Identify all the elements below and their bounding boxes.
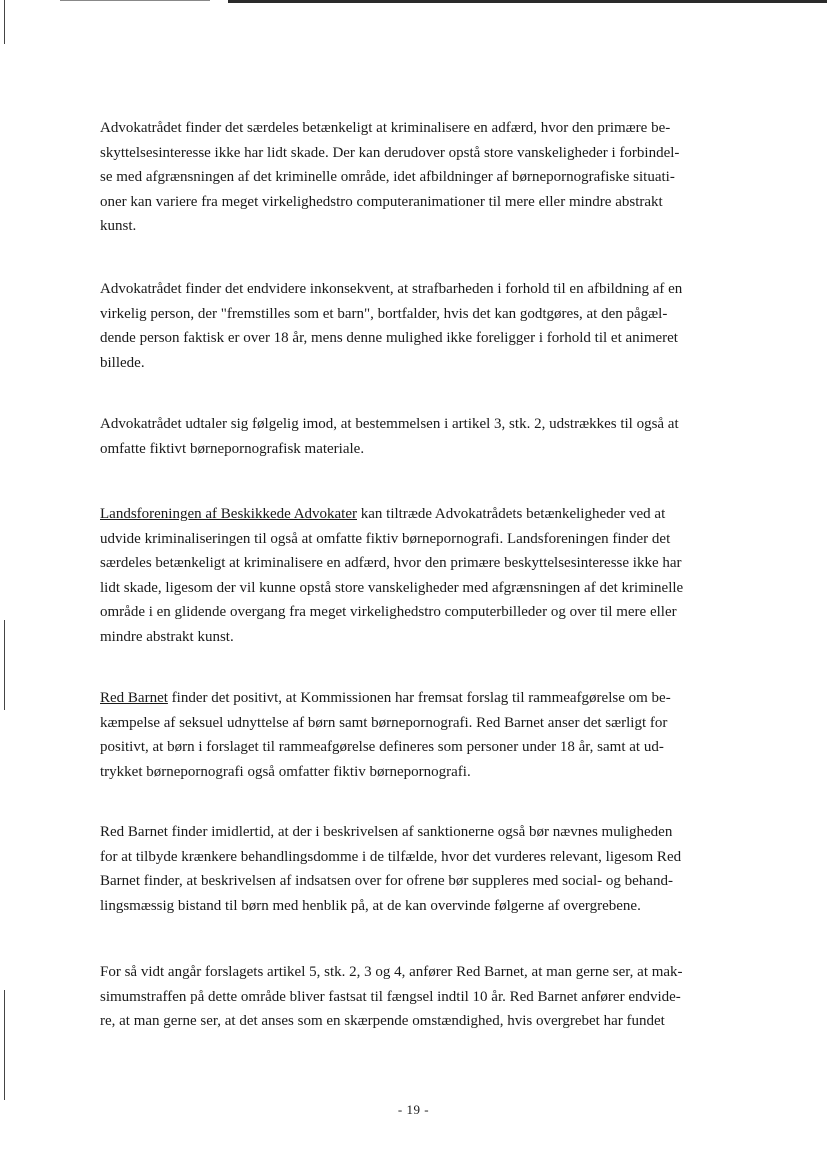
paragraph-advokatraadet-3 [100, 412, 756, 461]
text-line [100, 686, 756, 711]
text-line: særdeles betænkeligt at kriminalisere en adfærd, hvor den primære beskyttelsesinteresse ikke har [100, 555, 682, 571]
top-scan-rule [228, 0, 827, 3]
text-line: for at tilbyde krænkere behandlingsdomme i de tilfælde, hvor det vurderes relevant, ligesom Red [100, 848, 682, 865]
organization-name: Landsforeningen af Beskikkede Advokater [100, 506, 357, 522]
top-scan-rule-thin [60, 0, 210, 1]
text-line: område i en glidende overgang fra meget virkelighedstro computerbilleder og over til mere eller [100, 604, 677, 620]
text-line: trykket børnepornografi også omfatter fiktiv børnepornografi. [100, 763, 471, 780]
text-line: For så vidt angår forslagets artikel 5, stk. 2, 3 og 4, anfører Red Barnet, at man gerne ser, at mak- [100, 964, 683, 980]
text-line: dende person faktisk er over 18 år, mens denne mulighed ikke foreligger i forhold til et animeret [100, 330, 678, 346]
text-line: Red Barnet finder imidlertid, at der i beskrivelsen af sanktionerne også bør nævnes muligheden [100, 824, 673, 840]
text-line [100, 502, 756, 527]
text-line: Advokatrådet udtaler sig følgelig imod, at bestemmelsen i artikel 3, stk. 2, udstrækkes til også at [100, 416, 679, 432]
text-line: kæmpelse af seksuel udnyttelse af børn samt børnepornografi. Red Barnet anser det særligt for [100, 714, 668, 731]
text-line: kunst. [100, 218, 137, 234]
page-number: - 19 - [397, 1102, 430, 1117]
text-fragment: finder det positivt, at Kommissionen har fremsat forslag til rammeafgørelse om be- [167, 690, 671, 706]
paragraph-advokatraadet-2 [100, 277, 756, 375]
text-line: lidt skade, ligesom der vil kunne opstå store vanskeligheder med afgrænsningen af det kriminelle [100, 579, 684, 596]
text-line: billede. [100, 354, 145, 371]
text-fragment: kan tiltræde Advokatrådets betænkeligheder ved at [357, 506, 666, 522]
text-line: Advokatrådet finder det endvidere inkonsekvent, at strafbarheden i forhold til en afbildning af en [100, 281, 683, 297]
text-line: mindre abstrakt kunst. [100, 628, 234, 645]
text-line: Advokatrådet finder det særdeles betænkeligt at kriminalisere en adfærd, hvor den primære be- [100, 120, 671, 136]
text-line: skyttelsesinteresse ikke har lidt skade. Der kan derudover opstå store vanskeligheder i forbindel- [100, 144, 680, 161]
paragraph-red-barnet-3 [100, 960, 756, 1034]
paragraph-red-barnet-2 [100, 820, 756, 918]
left-edge-mark [4, 0, 5, 44]
text-line: virkelig person, der "fremstilles som et barn", bortfalder, hvis det kan godtgøres, at den pågæl- [100, 305, 668, 322]
text-line: oner kan variere fra meget virkelighedstro computeranimationer til mere eller mindre abstrakt [100, 193, 663, 210]
paragraph-advokatraadet-1 [100, 116, 756, 239]
left-edge-mark [4, 990, 5, 1100]
paragraph-landsforeningen [100, 502, 756, 649]
text-line: Barnet finder, at beskrivelsen af indsatsen over for ofrene bør suppleres med social- og behand- [100, 873, 673, 889]
left-edge-mark [4, 620, 5, 710]
text-line: simumstraffen på dette område bliver fastsat til fængsel indtil 10 år. Red Barnet anfører endvide- [100, 988, 681, 1005]
paragraph-red-barnet-1 [100, 686, 756, 784]
text-line: se med afgrænsningen af det kriminelle område, idet afbildninger af børnepornografiske situati- [100, 169, 675, 185]
text-line: udvide kriminaliseringen til også at omfatte fiktiv børnepornografi. Landsforeningen finder det [100, 530, 671, 547]
text-line: omfatte fiktivt børnepornografisk materiale. [100, 440, 365, 457]
text-line: re, at man gerne ser, at det anses som en skærpende omstændighed, hvis overgrebet har fundet [100, 1013, 665, 1029]
text-line: lingsmæssig bistand til børn med henblik på, at de kan overvinde følgerne af overgrebene. [100, 897, 641, 914]
organization-name: Red Barnet [100, 690, 168, 706]
text-line: positivt, at børn i forslaget til rammeafgørelse defineres som personer under 18 år, samt at ud- [100, 739, 664, 755]
